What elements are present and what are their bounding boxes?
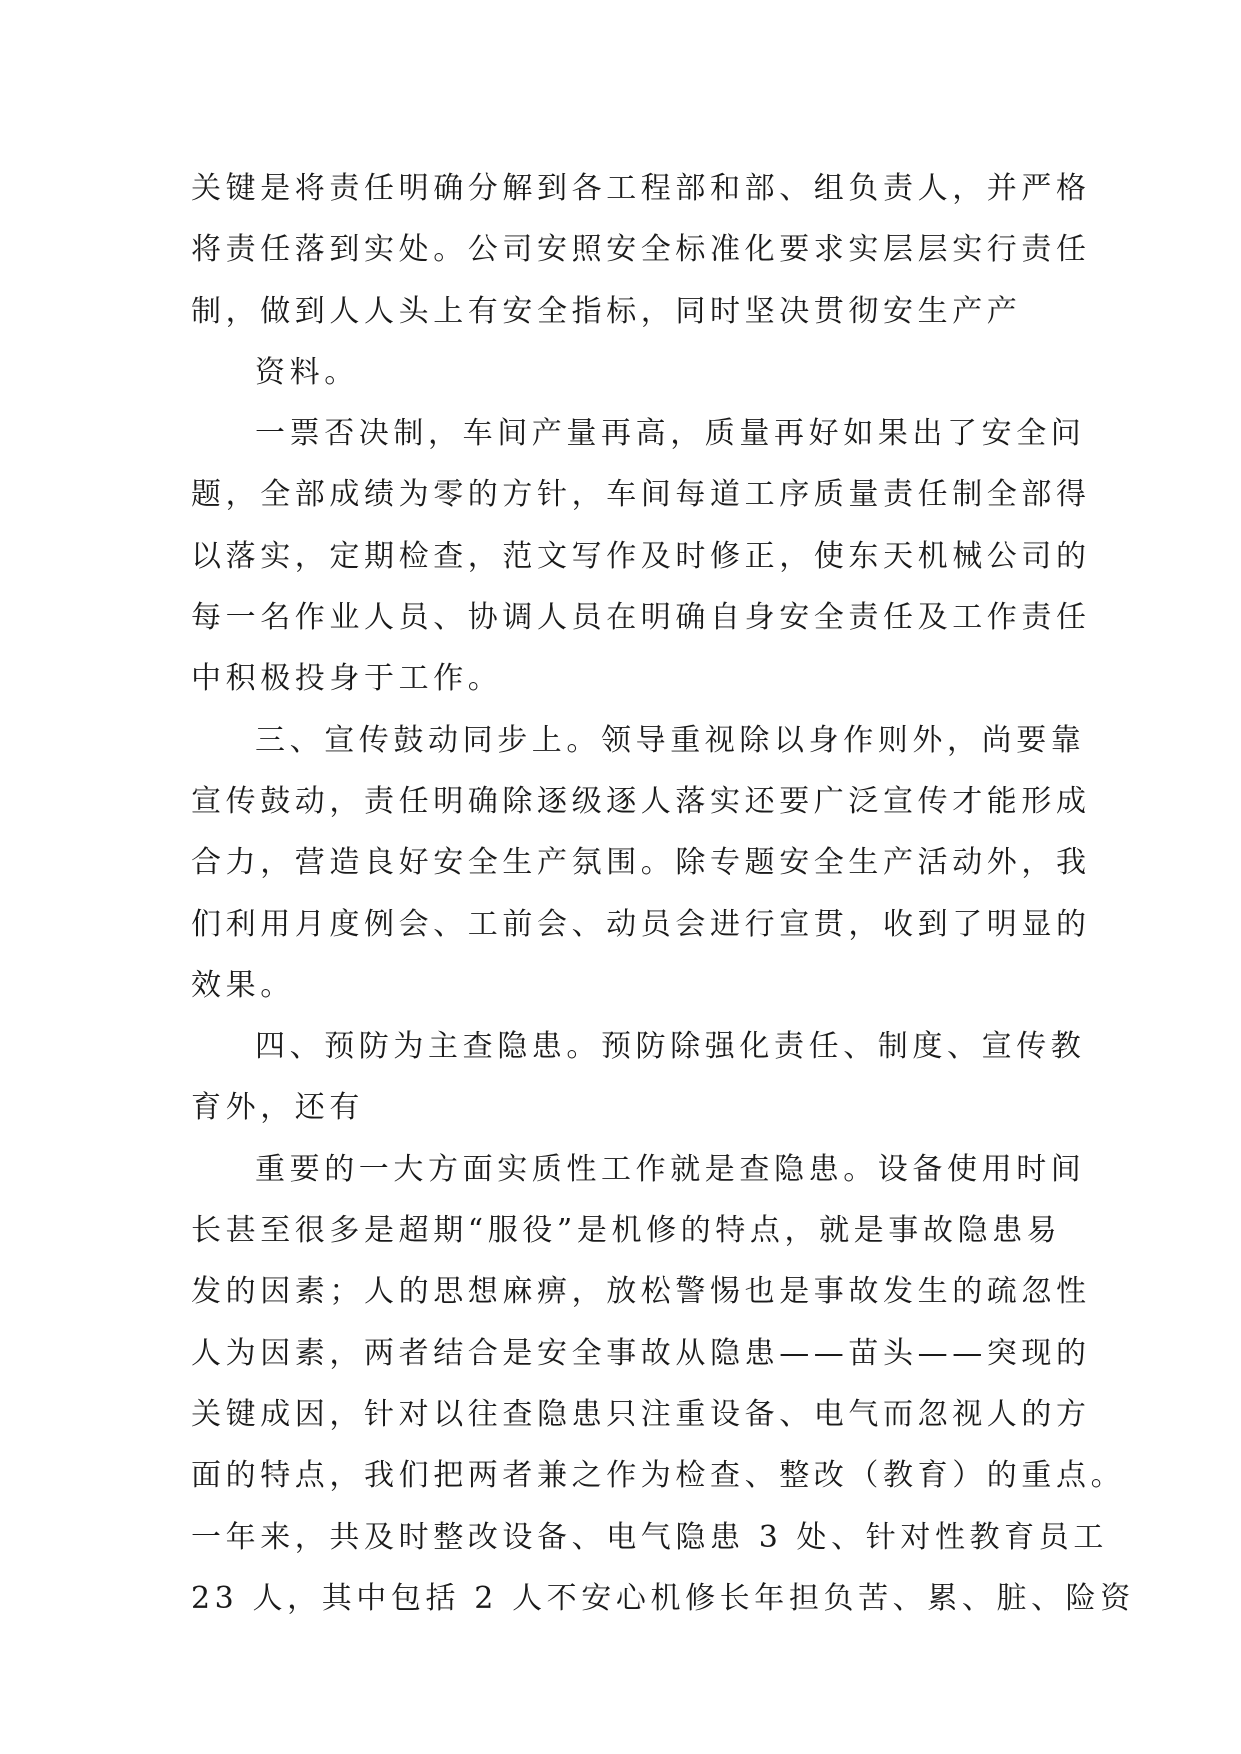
text-line: 三、宣传鼓动同步上。领导重视除以身作则外，尚要靠 xyxy=(255,722,1086,758)
text-line: 以落实，定期检查，范文写作及时修正，使东天机械公司的 xyxy=(191,538,1091,574)
text-line: 四、预防为主查隐患。预防除强化责任、制度、宣传教 xyxy=(255,1029,1086,1065)
text-line: 每一名作业人员、协调人员在明确自身安全责任及工作责任 xyxy=(191,600,1091,636)
text-line: 中积极投身于工作。 xyxy=(191,661,503,697)
text-line: 效果。 xyxy=(191,967,295,1003)
text-line: 人为因素，两者结合是安全事故从隐患——苗头——突现的 xyxy=(191,1335,1091,1371)
text-line: 合力，营造良好安全生产氛围。除专题安全生产活动外，我 xyxy=(191,845,1091,881)
text-line: 发的因素；人的思想麻痹，放松警惕也是事故发生的疏忽性 xyxy=(191,1274,1091,1310)
text-line: 重要的一大方面实质性工作就是查隐患。设备使用时间 xyxy=(255,1151,1086,1187)
text-line: 将责任落到实处。公司安照安全标准化要求实层层实行责任 xyxy=(191,232,1091,268)
text-line: 资料。 xyxy=(255,354,359,390)
text-line: 23 人，其中包括 2 人不安心机修长年担负苦、累、脏、险资 xyxy=(191,1580,1135,1616)
text-line: 制，做到人人头上有安全指标，同时坚决贯彻安生产产 xyxy=(191,293,1022,329)
text-line: 宣传鼓动，责任明确除逐级逐人落实还要广泛宣传才能形成 xyxy=(191,783,1091,819)
text-line: 题，全部成绩为零的方针，车间每道工序质量责任制全部得 xyxy=(191,477,1091,513)
text-line: 一年来，共及时整改设备、电气隐患 3 处、针对性教育员工 xyxy=(191,1519,1108,1555)
text-line: 长甚至很多是超期“服役”是机修的特点，就是事故隐患易 xyxy=(191,1213,1062,1249)
text-line: 一票否决制，车间产量再高，质量再好如果出了安全问 xyxy=(255,416,1086,452)
text-line: 面的特点，我们把两者兼之作为检查、整改（教育）的重点。 xyxy=(191,1458,1126,1494)
text-line: 关键是将责任明确分解到各工程部和部、组负责人，并严格 xyxy=(191,171,1091,206)
text-line: 关键成因，针对以往查隐患只注重设备、电气而忽视人的方 xyxy=(191,1396,1091,1432)
text-line: 们利用月度例会、工前会、动员会进行宣贯，收到了明显的 xyxy=(191,906,1091,942)
body-text xyxy=(191,158,1135,1629)
text-line: 育外，还有 xyxy=(191,1090,364,1126)
